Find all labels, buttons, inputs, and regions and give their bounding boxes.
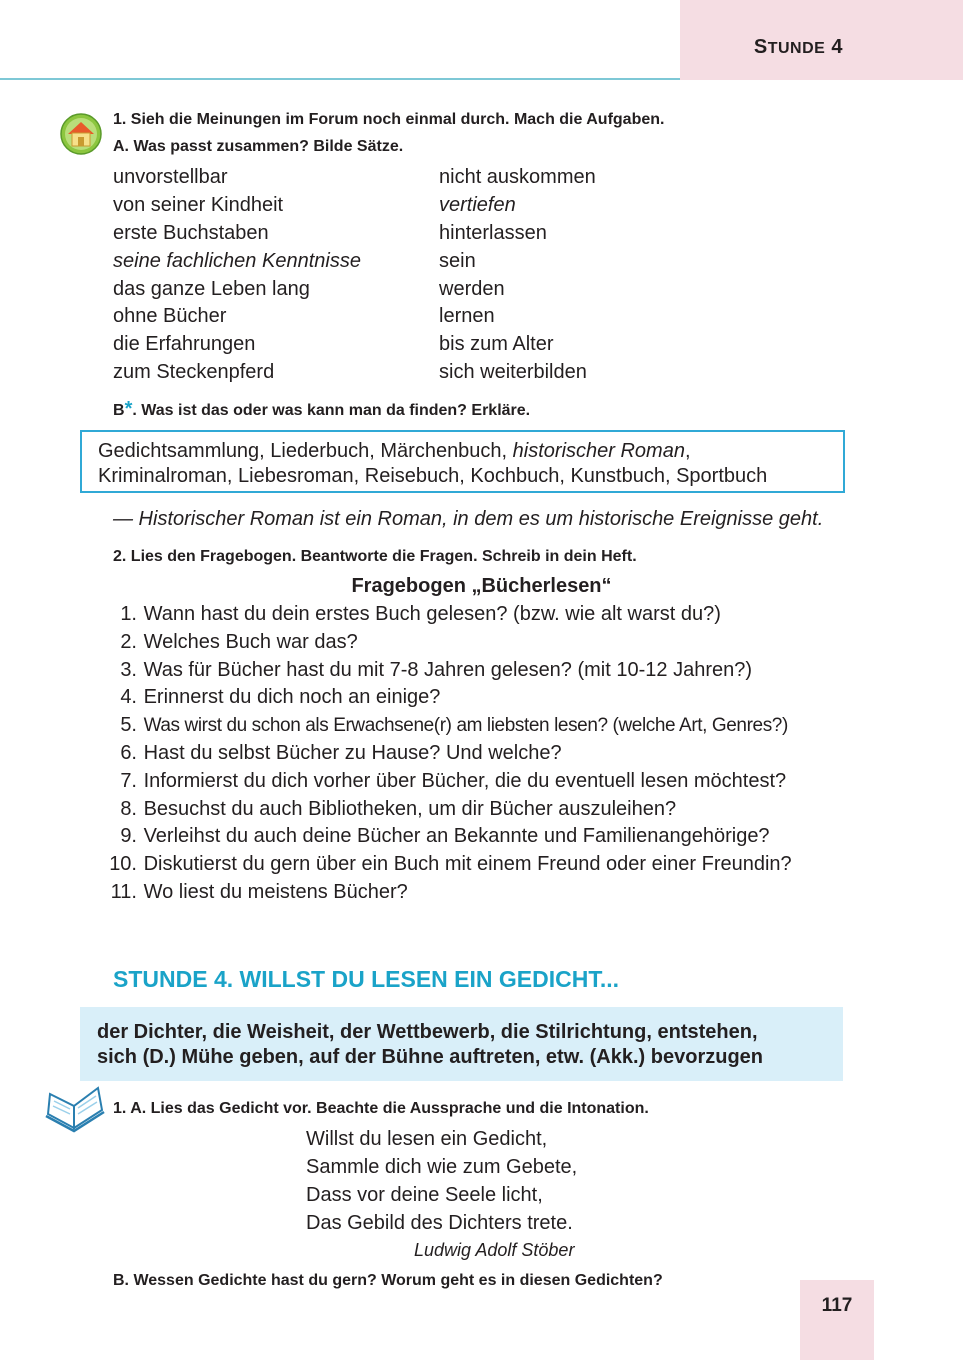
match-right-column [439,164,596,387]
list-item: ohne Bücher [113,305,227,328]
example-sentence: — Historischer Roman ist ein Roman, in dem es um historische Ereignisse geht. [113,508,824,530]
questionnaire-title: Fragebogen „Bücherlesen“ [351,575,612,597]
list-item: 4. Erinnerst du dich noch an einige? [120,686,441,709]
match-left-column [113,164,361,387]
list-item: 8. Besuchst du auch Bibliotheken, um dir Bücher auszuleihen? [120,797,677,820]
list-item: lernen [439,305,495,328]
list-item: 2. Welches Buch war das? [120,630,358,653]
page-number: 117 [800,1280,874,1360]
list-item: zum Steckenpferd [113,361,275,384]
vocab-line-1: der Dichter, die Weisheit, der Wettbewerb, die Stilrichtung, entstehen, [97,1021,758,1043]
list-item: das ganze Leben lang [113,277,310,300]
home-icon [60,113,102,155]
open-book-icon [44,1084,106,1134]
section-title: STUNDE 4. WILLST DU LESEN EIN GEDICHT... [113,966,620,992]
list-item: die Erfahrungen [113,333,256,356]
lesson-tab [680,0,963,80]
list-item: 3. Was für Bücher hast du mit 7-8 Jahren gelesen? (mit 10-12 Jahren?) [120,658,753,681]
genre-line-1: Gedichtsammlung, Liederbuch, Märchenbuch, historischer Roman, [98,440,691,462]
list-item: seine fachlichen Kenntnisse [113,249,361,272]
lesson-header: STUNDE 4 [753,36,843,58]
star-marker: * [124,398,133,420]
list-item: 9. Verleihst du auch deine Bücher an Bekannte und Familienangehörige? [120,825,770,848]
genre-line-2: Kriminalroman, Liebesroman, Reisebuch, Kochbuch, Kunstbuch, Sportbuch [98,465,768,487]
task1-part-a: A. Was passt zusammen? Bilde Sätze. [113,138,404,155]
list-item: vertiefen [439,193,516,216]
task1-title: 1. Sieh die Meinungen im Forum noch einmal durch. Mach die Aufgaben. [113,111,665,128]
list-item: 6. Hast du selbst Bücher zu Hause? Und welche? [120,741,562,764]
task3-title: 1. A. Lies das Gedicht vor. Beachte die Aussprache und die Intonation. [113,1100,649,1117]
list-item: unvorstellbar [113,166,228,188]
list-item: hinterlassen [439,221,547,244]
list-item: bis zum Alter [439,333,554,356]
task2-title: 2. Lies den Fragebogen. Beantworte die Fragen. Schreib in dein Heft. [113,548,637,565]
list-item: sein [439,249,476,272]
poem-line: Willst du lesen ein Gedicht, [306,1128,548,1150]
list-item: von seiner Kindheit [113,193,284,216]
poem-line: Das Gebild des Dichters trete. [306,1212,573,1234]
header-rule [0,78,680,80]
list-item: 7. Informierst du dich vorher über Bücher, die du eventuell lesen möchtest? [120,769,787,792]
vocabulary-box [80,1007,843,1081]
list-item: 5. Was wirst du schon als Erwachsene(r) am liebsten lesen? (welche Art, Genres?) [120,714,788,737]
list-item: erste Buchstaben [113,221,269,244]
vocab-line-2: sich (D.) Mühe geben, auf der Bühne auftreten, etw. (Akk.) bevorzugen [97,1046,763,1068]
poem-author: Ludwig Adolf Stöber [414,1240,575,1260]
poem-line: Dass vor deine Seele licht, [306,1184,543,1206]
list-item: 1. Wann hast du dein erstes Buch gelesen? (bzw. wie alt warst du?) [120,603,721,625]
list-item: nicht auskommen [439,166,596,188]
list-item: sich weiterbilden [439,361,587,384]
list-item: werden [439,277,505,300]
task1-part-b: B*. Was ist das oder was kann man da finden? Erkläre. [113,398,531,420]
task3-part-b: B. Wessen Gedichte hast du gern? Worum geht es in diesen Gedichten? [113,1272,663,1289]
poem-line: Sammle dich wie zum Gebete, [306,1156,578,1178]
list-item: 10. Diskutierst du gern über ein Buch mit einem Freund oder einer Freundin? [109,853,792,876]
list-item: 11. Wo liest du meistens Bücher? [110,880,408,903]
questionnaire-list [100,601,792,907]
genre-box [80,430,845,493]
poem [306,1125,577,1237]
